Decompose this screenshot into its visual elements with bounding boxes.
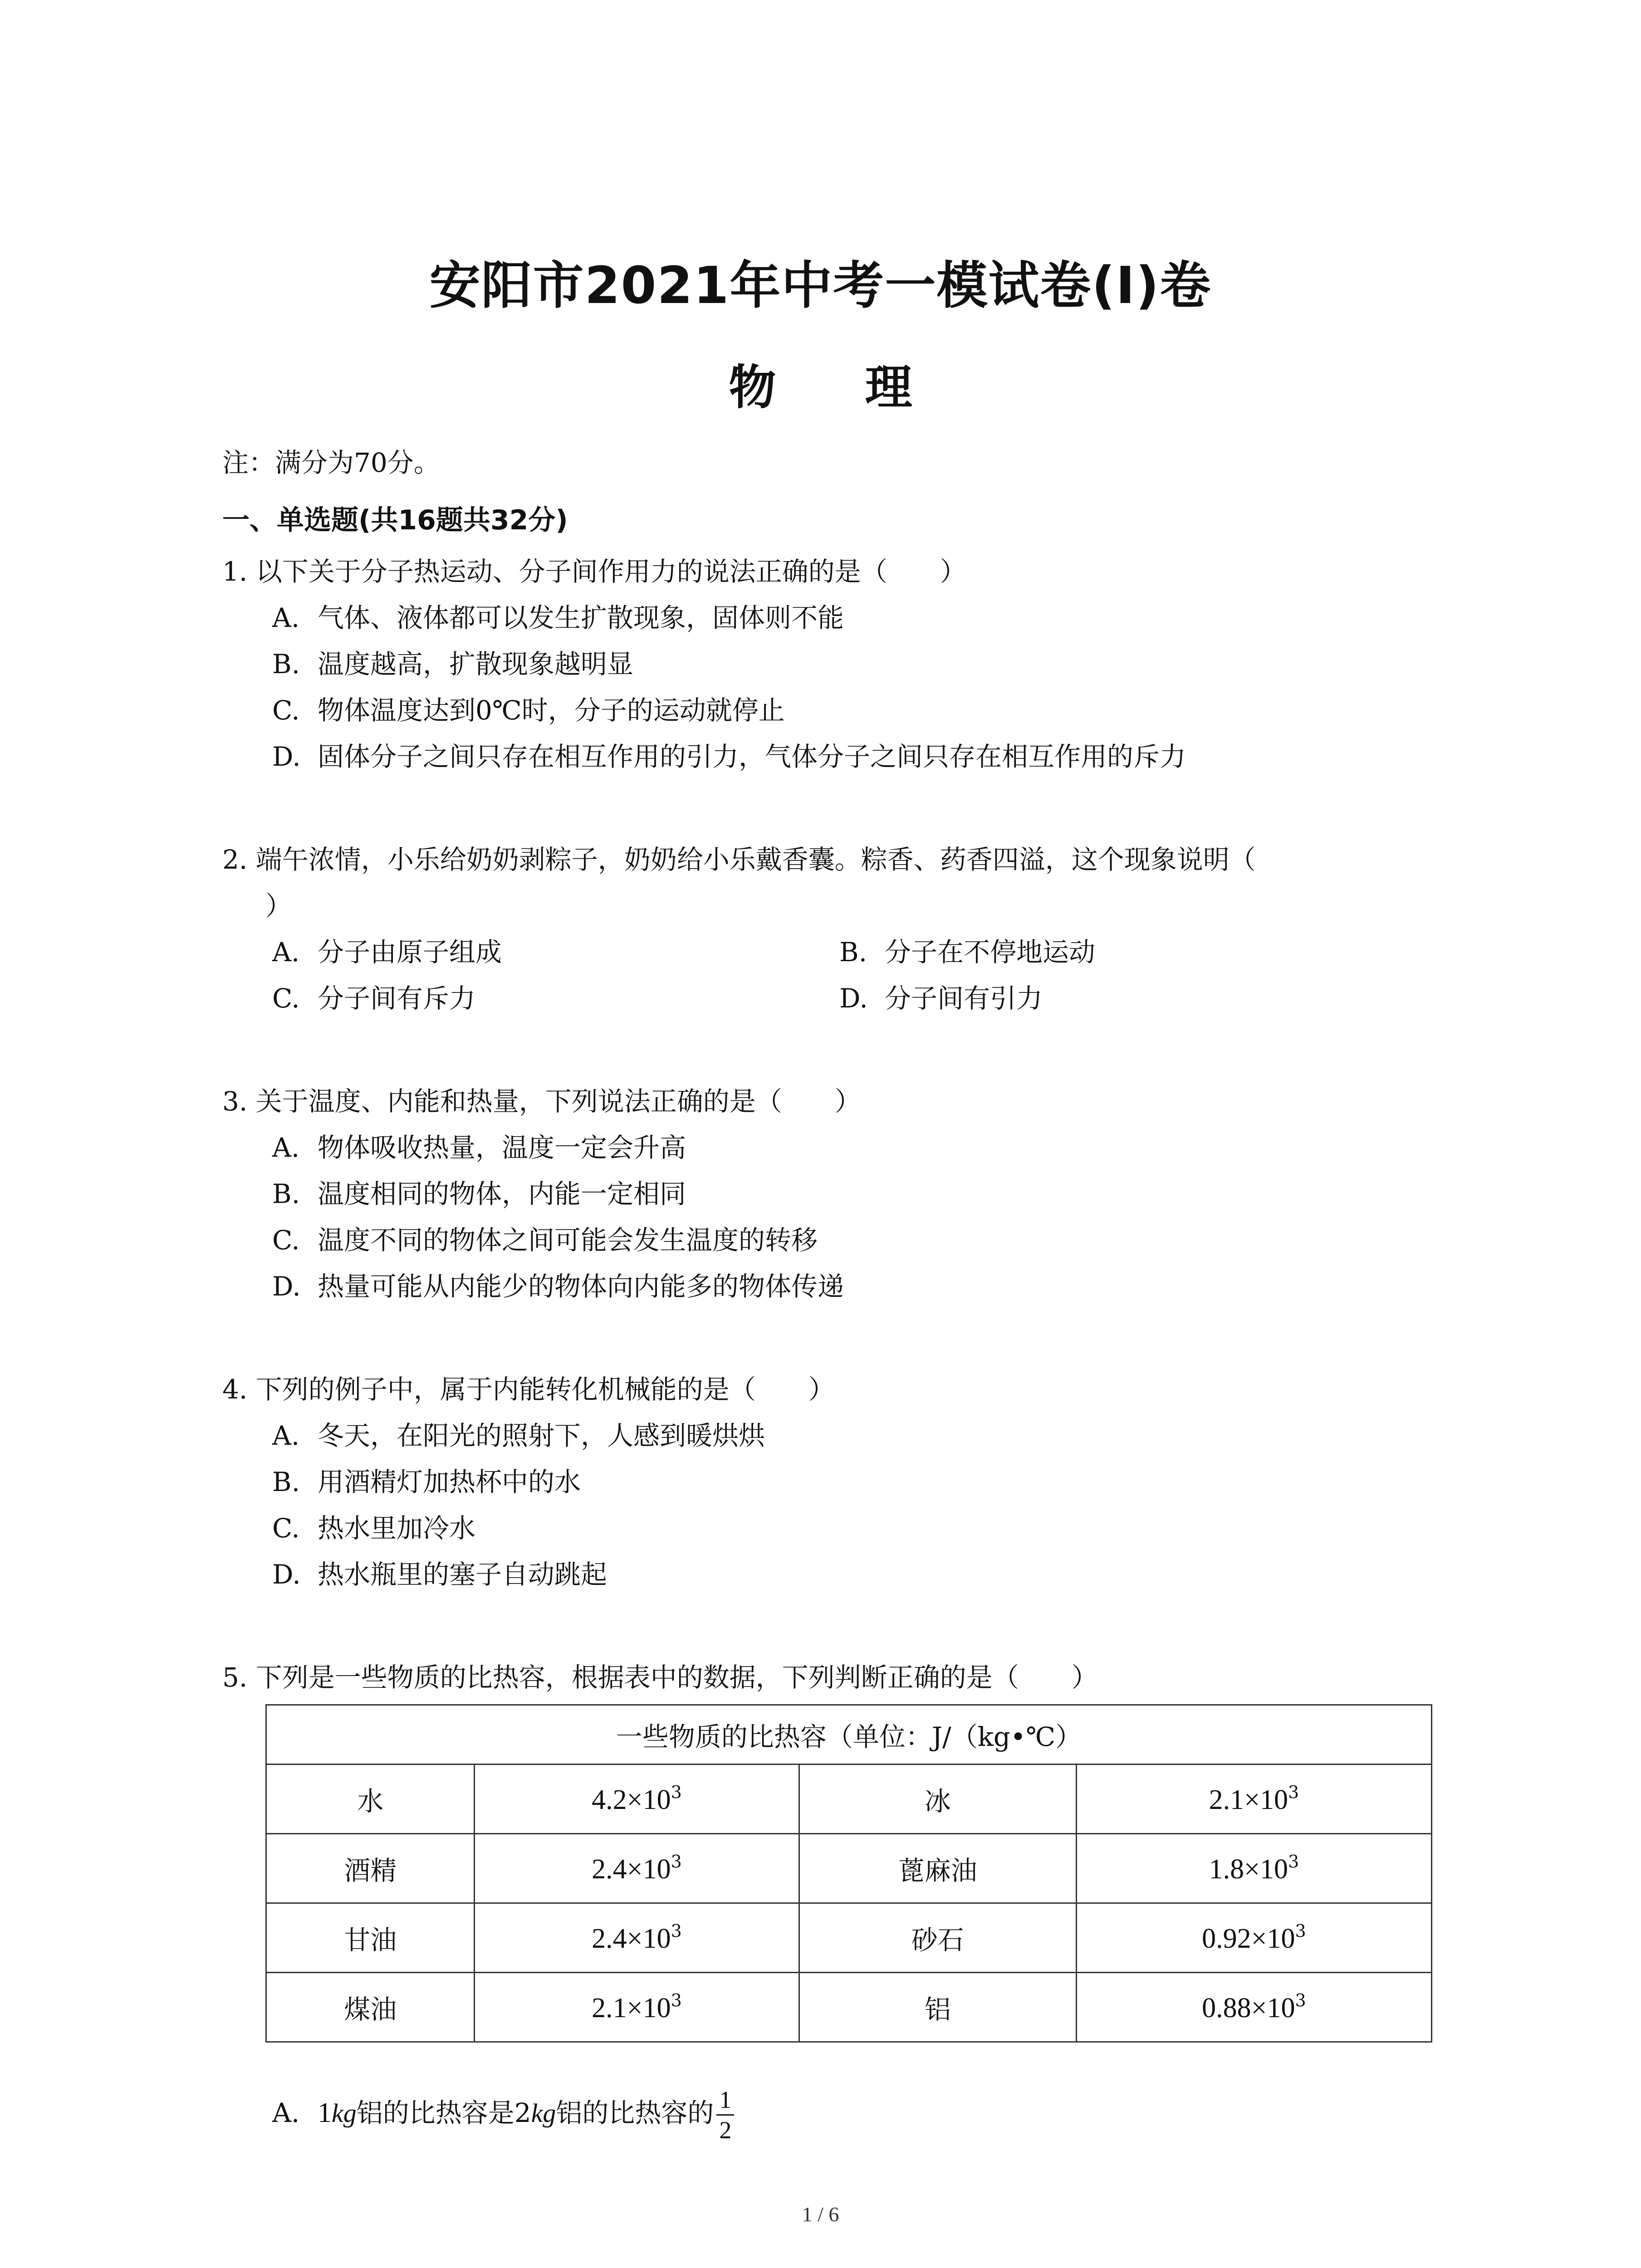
option-b xyxy=(839,929,1406,975)
option-text: 分子在不停地运动 xyxy=(885,937,1096,968)
subject-title: 物 理 xyxy=(729,360,949,415)
heat-value-exponent: 3 xyxy=(671,1990,682,2010)
option-text: 热量可能从内能少的物体向内能多的物体传递 xyxy=(318,1271,844,1302)
option-text: 气体、液体都可以发生扩散现象，固体则不能 xyxy=(318,602,844,633)
option-d xyxy=(222,1263,1447,1310)
question-stem: 4. 下列的例子中，属于内能转化机械能的是（ ） xyxy=(222,1374,835,1405)
substance-name: 酒精 xyxy=(266,1834,475,1903)
option-a xyxy=(222,1124,1447,1171)
option-a xyxy=(222,2081,1447,2145)
heat-value xyxy=(1076,1973,1431,2042)
exam-title: 安阳市2021年中考一模试卷(I)卷 xyxy=(429,256,1212,315)
heat-value-base: 0.92×10 xyxy=(1202,1923,1295,1954)
question-stem-line: 2. 端午浓情，小乐给奶奶剥粽子，奶奶给小乐戴香囊。粽香、药香四溢，这个现象说明（ xyxy=(222,844,1256,875)
table-row xyxy=(266,1834,1432,1903)
heat-value xyxy=(475,1834,799,1903)
question-stem: 5. 下列是一些物质的比热容，根据表中的数据，下列判断正确的是（ ） xyxy=(222,1662,1098,1693)
heat-value xyxy=(475,1903,799,1973)
option-text: 分子间有引力 xyxy=(885,983,1043,1014)
option-text: 固体分子之间只存在相互作用的引力，气体分子之间只存在相互作用的斥力 xyxy=(318,741,1186,772)
heat-value-exponent: 3 xyxy=(671,1851,682,1872)
heat-value-base: 1.8×10 xyxy=(1209,1853,1288,1885)
option-label: A. xyxy=(272,602,300,633)
option-label: D. xyxy=(839,983,868,1014)
option-label: D. xyxy=(272,1559,301,1590)
heat-value-base: 2.1×10 xyxy=(1209,1784,1288,1815)
substance-name: 蓖麻油 xyxy=(799,1834,1076,1903)
heat-value xyxy=(1076,1834,1431,1903)
option-text: 温度越高，扩散现象越明显 xyxy=(318,649,634,679)
option-label: B. xyxy=(272,649,300,679)
option-label: C. xyxy=(272,695,300,726)
heat-value xyxy=(475,1765,799,1834)
fraction-numerator: 1 xyxy=(719,2086,732,2114)
option-b xyxy=(222,1171,1447,1217)
option-d xyxy=(222,1551,1447,1598)
option-label: C. xyxy=(272,1225,300,1256)
substance-name: 甘油 xyxy=(266,1903,475,1973)
option-label: A. xyxy=(272,1420,300,1451)
options-grid xyxy=(222,929,1447,1022)
specific-heat-table xyxy=(265,1704,1432,2043)
option-label: A. xyxy=(272,2097,300,2128)
heat-value-exponent: 3 xyxy=(671,1782,682,1802)
table-caption: 一些物质的比热容（单位：J/（kg•℃） xyxy=(266,1705,1432,1765)
option-text: 物体温度达到0℃时，分子的运动就停止 xyxy=(318,695,785,726)
table-row xyxy=(266,1973,1432,2042)
unit-kg: kg xyxy=(332,2098,357,2128)
option-label: B. xyxy=(272,1466,300,1497)
option-label: B. xyxy=(839,937,867,968)
option-text: 分子由原子组成 xyxy=(318,937,502,968)
table-row xyxy=(266,1765,1432,1834)
option-a xyxy=(222,1413,1447,1459)
option-text: 热水里加冷水 xyxy=(318,1513,476,1544)
heat-value-exponent: 3 xyxy=(671,1921,682,1941)
option-b xyxy=(222,641,1447,687)
heat-value xyxy=(1076,1765,1431,1834)
question-3 xyxy=(222,1078,1447,1310)
option-text: 温度相同的物体，内能一定相同 xyxy=(318,1178,686,1209)
option-c xyxy=(222,1505,1447,1551)
option-c xyxy=(222,687,1447,733)
heat-value-exponent: 3 xyxy=(1295,1921,1306,1941)
heat-value-base: 2.1×10 xyxy=(592,1992,671,2024)
option-label: D. xyxy=(272,1271,301,1302)
table-row xyxy=(266,1903,1432,1973)
exam-content xyxy=(222,445,1447,2145)
substance-name: 煤油 xyxy=(266,1973,475,2042)
score-note: 注：满分为70分。 xyxy=(222,447,440,478)
substance-name: 水 xyxy=(266,1765,475,1834)
option-a xyxy=(272,929,839,975)
option-label: B. xyxy=(272,1178,300,1209)
option-label: A. xyxy=(272,1132,300,1163)
question-5 xyxy=(222,1654,1447,2145)
page-number: 1 / 6 xyxy=(802,2203,839,2226)
option-b xyxy=(222,1459,1447,1505)
option-text: 物体吸收热量，温度一定会升高 xyxy=(318,1132,686,1163)
substance-name: 冰 xyxy=(799,1765,1076,1834)
question-stem: 1. 以下关于分子热运动、分子间作用力的说法正确的是（ ） xyxy=(222,556,966,587)
heat-value xyxy=(475,1973,799,2042)
fraction-denominator: 2 xyxy=(716,2114,734,2145)
heat-value-exponent: 3 xyxy=(1288,1782,1299,1802)
option-label: A. xyxy=(272,937,300,968)
heat-value-exponent: 3 xyxy=(1295,1990,1306,2010)
option-text: 铝的比热容是2 xyxy=(356,2097,531,2128)
option-number: 1 xyxy=(318,2097,332,2128)
unit-kg: kg xyxy=(531,2098,556,2128)
option-d xyxy=(839,975,1406,1022)
substance-name: 铝 xyxy=(799,1973,1076,2042)
heat-value-base: 0.88×10 xyxy=(1202,1992,1295,2024)
option-d xyxy=(222,733,1447,780)
heat-value xyxy=(1076,1903,1431,1973)
option-text: 铝的比热容的 xyxy=(556,2097,714,2128)
option-a xyxy=(222,595,1447,641)
substance-name: 砂石 xyxy=(799,1903,1076,1973)
option-label: C. xyxy=(272,983,300,1014)
option-text: 冬天，在阳光的照射下，人感到暖烘烘 xyxy=(318,1420,765,1451)
option-text: 分子间有斥力 xyxy=(318,983,476,1014)
option-text: 用酒精灯加热杯中的水 xyxy=(318,1466,581,1497)
question-stem-continuation: ） xyxy=(265,890,292,921)
option-label: C. xyxy=(272,1513,300,1544)
option-text: 温度不同的物体之间可能会发生温度的转移 xyxy=(318,1225,818,1256)
option-label: D. xyxy=(272,741,301,772)
question-4 xyxy=(222,1366,1447,1598)
section-heading: 一、单选题(共16题共32分) xyxy=(222,504,568,536)
fraction xyxy=(716,2085,734,2145)
option-text: 热水瓶里的塞子自动跳起 xyxy=(318,1559,607,1590)
heat-value-base: 2.4×10 xyxy=(592,1923,671,1954)
heat-value-exponent: 3 xyxy=(1288,1851,1299,1872)
question-1 xyxy=(222,548,1447,780)
option-c xyxy=(222,1217,1447,1263)
heat-value-base: 2.4×10 xyxy=(592,1853,671,1885)
option-c xyxy=(272,975,839,1022)
heat-value-base: 4.2×10 xyxy=(592,1784,671,1815)
question-stem: 3. 关于温度、内能和热量，下列说法正确的是（ ） xyxy=(222,1086,861,1117)
question-stem xyxy=(222,836,1447,929)
question-2 xyxy=(222,836,1447,1022)
